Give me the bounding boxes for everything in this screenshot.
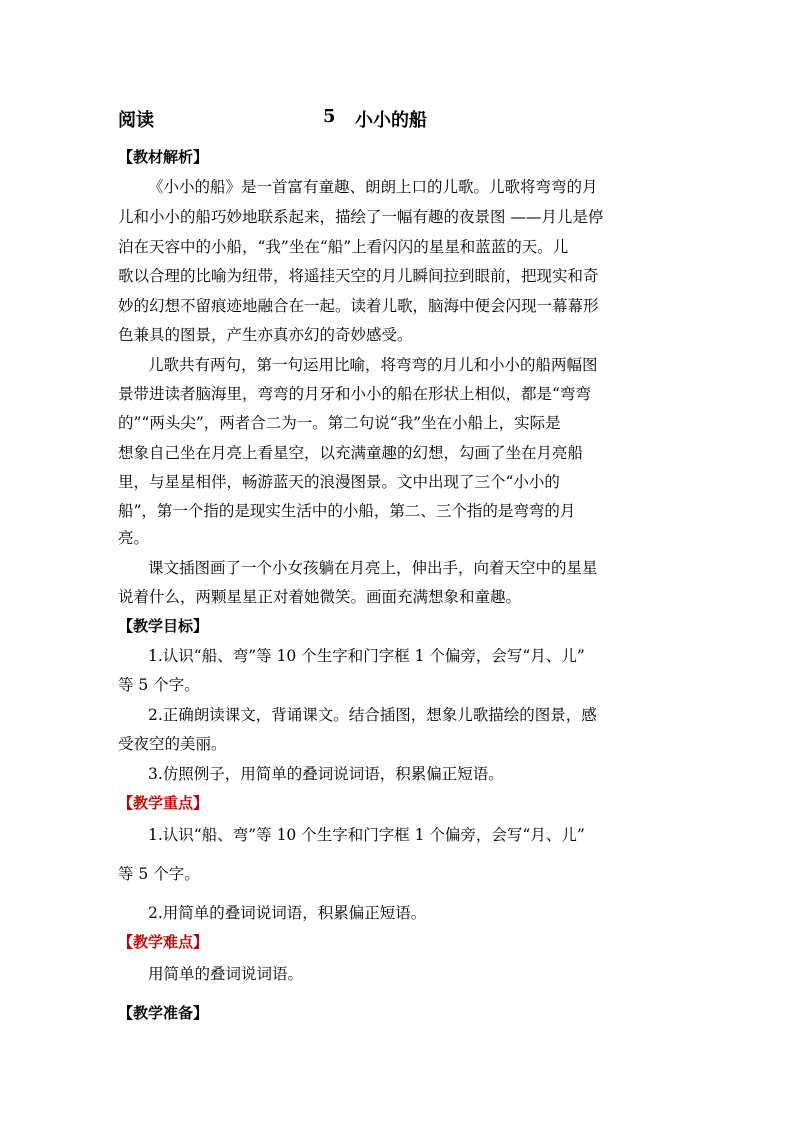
title-section: 阅读 — [118, 110, 154, 131]
analysis-line: 亮。 — [118, 529, 150, 547]
key-line: 1.认识“船、弯”等 10 个生字和门字框 1 个偏旁，会写“月、儿” — [148, 826, 585, 844]
goals-line: 3.仿照例子，用简单的叠词说词语，积累偏正短语。 — [148, 765, 504, 783]
difficult-heading: 【教学难点】 — [118, 933, 209, 951]
analysis-line: 《小小的船》是一首富有童趣、朗朗上口的儿歌。儿歌将弯弯的月 — [148, 178, 598, 196]
analysis-line: 的”“两头尖”，两者合二为一。第二句说“我”坐在小船上，实际是 — [118, 414, 561, 432]
prep-heading: 【教学准备】 — [118, 1004, 209, 1022]
analysis-line: 船”，第一个指的是现实生活中的小船，第二、三个指的是弯弯的月 — [118, 502, 576, 520]
analysis-line: 课文插图画了一个小女孩躺在月亮上，伸出手，向着天空中的星星 — [148, 559, 598, 577]
page-title — [118, 106, 678, 130]
analysis-line: 妙的幻想不留痕迹地融合在一起。读着儿歌，脑海中便会闪现一幕幕形 — [118, 297, 599, 315]
goals-line: 等 5 个字。 — [118, 676, 200, 694]
difficult-line: 用简单的叠词说词语。 — [148, 965, 304, 983]
analysis-heading: 【教材解析】 — [118, 148, 209, 166]
analysis-line: 色兼具的图景，产生亦真亦幻的奇妙感受。 — [118, 326, 413, 344]
analysis-line: 歌以合理的比喻为纽带，将遥挂天空的月儿瞬间拉到眼前，把现实和奇 — [118, 267, 599, 285]
analysis-line: 说着什么，两颗星星正对着她微笑。画面充满想象和童趣。 — [118, 588, 522, 606]
analysis-line: 想象自己坐在月亮上看星空，以充满童趣的幻想，勾画了坐在月亮船 — [118, 444, 584, 462]
analysis-line: 儿歌共有两句，第一句运用比喻，将弯弯的月儿和小小的船两幅图 — [148, 356, 598, 374]
goals-line: 2.正确朗读课文，背诵课文。结合插图，想象儿歌描绘的图景，感 — [148, 706, 597, 724]
analysis-line: 泊在天容中的小船，“我”坐在“船”上看闪闪的星星和蓝蓝的天。儿 — [118, 238, 569, 256]
key-line: 等 5 个字。 — [118, 865, 200, 883]
analysis-line: 里，与星星相伴，畅游蓝天的浪漫图景。文中出现了三个“小小的 — [118, 473, 560, 491]
title-name: 小小的船 — [355, 110, 427, 131]
analysis-line: 景带进读者脑海里，弯弯的月牙和小小的船在形状上相似，都是“弯弯 — [118, 385, 591, 403]
analysis-line: 儿和小小的船巧妙地联系起来，描绘了一幅有趣的夜景图 ——月儿是停 — [118, 208, 604, 226]
goals-heading: 【教学目标】 — [118, 617, 209, 635]
key-line: 2.用简单的叠词说词语，积累偏正短语。 — [148, 904, 427, 922]
goals-line: 1.认识“船、弯”等 10 个生字和门字框 1 个偏旁，会写“月、儿” — [148, 647, 585, 665]
key-heading: 【教学重点】 — [118, 794, 209, 812]
goals-line: 受夜空的美丽。 — [118, 735, 227, 753]
title-number: 5 — [323, 106, 336, 127]
